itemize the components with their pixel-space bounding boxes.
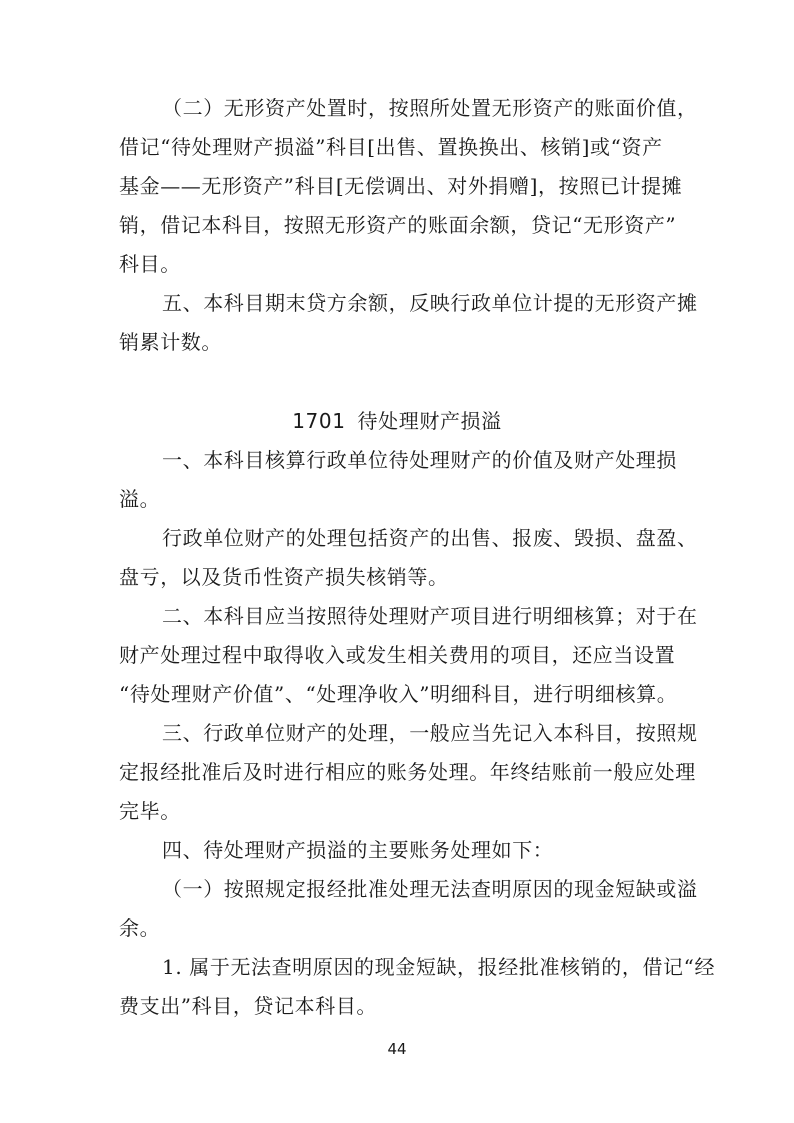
paragraph-line: 销累计数。 xyxy=(119,330,222,354)
paragraph-line: 科目。 xyxy=(119,252,181,276)
paragraph-period-end-balance xyxy=(119,284,698,362)
paragraph-line: 1. 属于无法查明原因的现金短缺，报经批准核销的，借记“经 xyxy=(162,955,716,979)
paragraph-line: 五、本科目期末贷方余额，反映行政单位计提的无形资产摊 xyxy=(162,291,698,315)
paragraph-line: 四、待处理财产损溢的主要账务处理如下： xyxy=(162,838,554,862)
paragraph-line: 二、本科目应当按照待处理财产项目进行明细核算；对于在 xyxy=(162,604,698,628)
paragraph-scope xyxy=(119,441,675,519)
paragraph-item-1 xyxy=(119,948,716,1026)
paragraph-line: 定报经批准后及时进行相应的账务处理。年终结账前一般应处理 xyxy=(119,760,696,784)
paragraph-intangible-disposal xyxy=(119,89,698,284)
paragraph-cash-shortage xyxy=(119,870,698,948)
paragraph-line: “待处理财产价值”、“处理净收入”明细科目，进行明细核算。 xyxy=(119,682,678,706)
paragraph-line: （二）无形资产处置时，按照所处置无形资产的账面价值， xyxy=(162,96,698,120)
paragraph-line: 溢。 xyxy=(119,487,161,511)
paragraph-line: 三、行政单位财产的处理，一般应当先记入本科目，按照规 xyxy=(162,721,698,745)
paragraph-line: 行政单位财产的处理包括资产的出售、报废、毁损、盘盈、 xyxy=(162,526,698,550)
paragraph-processing xyxy=(119,714,698,831)
paragraph-line: 余。 xyxy=(119,916,161,940)
paragraph-disposal-types xyxy=(119,519,698,597)
paragraph-line: 借记“待处理财产损溢”科目[出售、置换换出、核销]或“资产 xyxy=(119,135,663,159)
page-number: 44 xyxy=(387,1040,407,1058)
paragraph-detail-accounting xyxy=(119,597,698,714)
section-heading xyxy=(0,402,794,441)
paragraph-line: 基金——无形资产”科目[无偿调出、对外捐赠]，按照已计提摊 xyxy=(119,174,683,198)
paragraph-main-entries xyxy=(119,831,675,870)
paragraph-line: 费支出”科目，贷记本科目。 xyxy=(119,994,378,1018)
paragraph-line: 一、本科目核算行政单位待处理财产的价值及财产处理损 xyxy=(162,448,677,472)
paragraph-line: 完毕。 xyxy=(119,799,181,823)
account-title: 待处理财产损溢 xyxy=(357,409,502,433)
paragraph-line: 财产处理过程中取得收入或发生相关费用的项目，还应当设置 xyxy=(119,643,676,667)
paragraph-line: 销，借记本科目，按照无形资产的账面余额，贷记“无形资产” xyxy=(119,213,677,237)
paragraph-line: 盘亏，以及货币性资产损失核销等。 xyxy=(119,565,449,589)
paragraph-line: （一）按照规定报经批准处理无法查明原因的现金短缺或溢 xyxy=(162,877,698,901)
account-code: 1701 xyxy=(292,409,346,433)
